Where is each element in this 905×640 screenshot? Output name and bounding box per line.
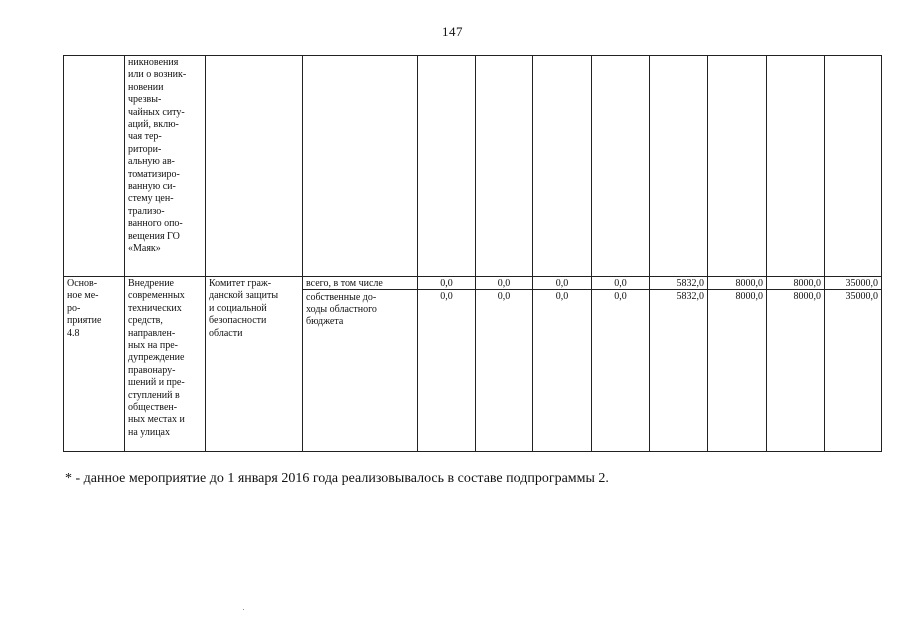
scan-speck <box>243 609 244 610</box>
cell-year-value <box>533 56 592 277</box>
value-regional: 0,0 <box>497 291 511 302</box>
funding-source-regional: собственные до- ходы областного бюджета <box>306 292 377 328</box>
cell-executor <box>206 56 303 277</box>
cell-year-value <box>650 277 708 452</box>
cell-executor: Комитет граж- данской защиты и социальной безопасности области <box>206 277 303 452</box>
value-total: 35000,0 <box>825 277 881 290</box>
cell-year-value <box>708 56 767 277</box>
table-row-measure-4-8 <box>64 277 882 452</box>
cell-year-value <box>476 277 533 452</box>
value-total: 8000,0 <box>708 277 766 290</box>
cell-measure-description: Внедрение современных технических средств, направлен- ных на пре- дупреждение правонару- шений и пре- ступлений в обществен- ных местах и на улицах <box>125 277 206 452</box>
value-total: 8000,0 <box>767 277 824 290</box>
cell-year-value <box>476 56 533 277</box>
value-total: 0,0 <box>418 277 475 290</box>
program-table <box>63 55 882 452</box>
cell-year-value <box>767 277 825 452</box>
cell-year-value <box>592 56 650 277</box>
value-regional: 5832,0 <box>676 291 704 302</box>
cell-funding-source <box>303 56 418 277</box>
value-regional: 0,0 <box>614 291 627 302</box>
cell-year-value <box>650 56 708 277</box>
cell-year-value <box>418 277 476 452</box>
value-total: 0,0 <box>533 277 591 290</box>
cell-measure-description: никновения или о возник- новении чрезвы- чайных ситу- аций, вклю- чая тер- ритори- альную ав- томатизиро- ванную си- стему цен- трализо- ванного опо- вещения ГО «Маяк» <box>125 56 206 277</box>
table-row-continuation <box>64 56 882 277</box>
cell-year-value <box>825 56 882 277</box>
cell-year-value <box>418 56 476 277</box>
cell-measure-name <box>64 56 125 277</box>
value-regional: 8000,0 <box>793 291 821 302</box>
cell-measure-name: Основ- ное ме- ро- приятие 4.8 <box>64 277 125 452</box>
value-regional: 0,0 <box>440 291 453 302</box>
cell-funding-source <box>303 277 418 452</box>
cell-year-value <box>825 277 882 452</box>
page-number: 147 <box>442 24 463 39</box>
cell-year-value <box>767 56 825 277</box>
funding-source-total: всего, в том числе <box>303 277 417 290</box>
cell-year-value <box>708 277 767 452</box>
value-total: 0,0 <box>476 277 532 290</box>
value-total: 0,0 <box>592 277 649 290</box>
value-regional: 0,0 <box>555 291 569 302</box>
value-regional: 8000,0 <box>735 291 763 302</box>
cell-year-value <box>592 277 650 452</box>
footnote: * - данное мероприятие до 1 января 2016 года реализовывалось в составе подпрограммы 2. <box>65 471 609 486</box>
cell-year-value <box>533 277 592 452</box>
value-regional: 35000,0 <box>845 291 878 302</box>
value-total: 5832,0 <box>650 277 707 290</box>
